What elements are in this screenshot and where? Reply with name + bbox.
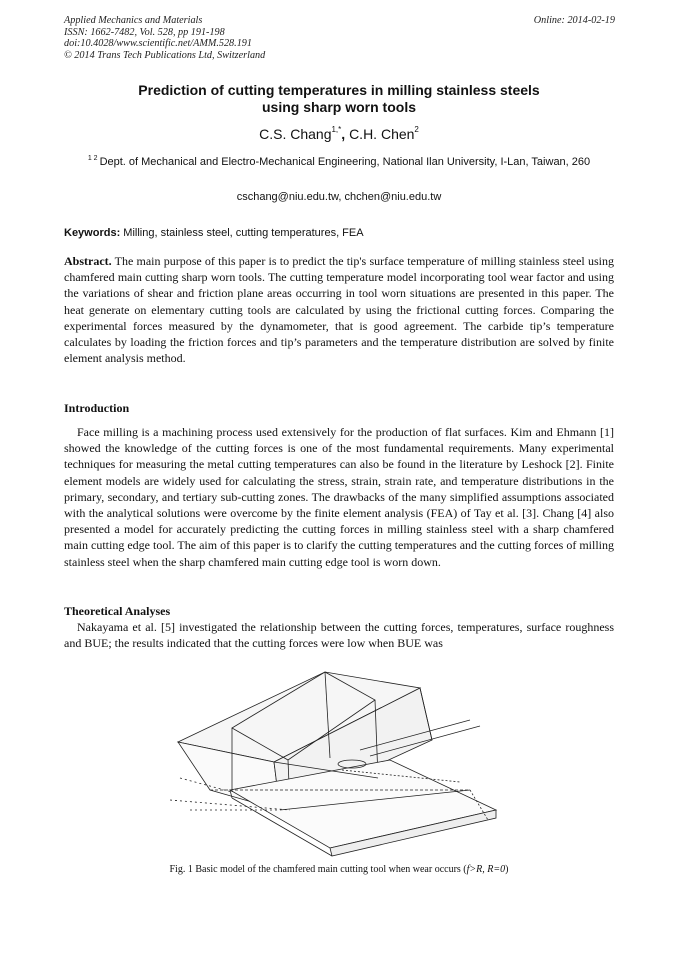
introduction-heading: Introduction bbox=[64, 401, 130, 415]
journal-header bbox=[64, 15, 265, 61]
figure-1 bbox=[170, 660, 500, 860]
online-date: Online: 2014-02-19 bbox=[533, 15, 615, 26]
author-emails[interactable]: cschang@niu.edu.tw, chchen@niu.edu.tw bbox=[236, 191, 442, 203]
issn: ISSN: 1662-7482, Vol. 528, pp 191-198 bbox=[64, 26, 225, 38]
author-list bbox=[64, 121, 614, 143]
caption-end: ) bbox=[505, 864, 509, 875]
figure-1-caption bbox=[64, 864, 614, 876]
title-line-1: Prediction of cutting temperatures in milling stainless steels bbox=[138, 82, 540, 98]
caption-main: Fig. 1 Basic model of the chamfered main cutting tool when wear occurs ( bbox=[169, 864, 467, 875]
affiliation-text: Dept. of Mechanical and Electro-Mechanical Engineering, National Ilan University, I-Lan, Taiwan, 260 bbox=[99, 156, 591, 168]
affiliation-marker: 1 2 bbox=[87, 155, 98, 162]
abstract-text: The main purpose of this paper is to predict the tip's surface temperature of milling stainless steel using chamfered main cutting sharp worn tools. The cutting temperature model incorporating tool wear factor and using the variations of shear and friction plane areas occurring in tool worn situations are presented in this paper. The heat generate on elementary cutting tools are calculated by using the frictional cutting forces. Comparing the experimental forces measured by the dynamometer, that is good agreement. The carbide tip’s temperature calculates by loading the friction forces and tip’s parameters and the temperature distribution are solved by finite element analysis method. bbox=[64, 254, 614, 366]
paper-title bbox=[64, 82, 614, 116]
caption-italic: f>R, R=0 bbox=[466, 864, 506, 875]
keywords bbox=[64, 226, 614, 240]
author-1: C.S. Chang bbox=[259, 126, 332, 142]
theoretical-heading: Theoretical Analyses bbox=[64, 604, 171, 618]
keywords-text: Milling, stainless steel, cutting temperatures, FEA bbox=[120, 227, 364, 239]
journal-name: Applied Mechanics and Materials bbox=[64, 15, 203, 26]
doi[interactable]: doi:10.4028/www.scientific.net/AMM.528.191 bbox=[64, 38, 252, 50]
affiliation bbox=[64, 152, 614, 170]
abstract-label: Abstract. bbox=[64, 254, 112, 268]
title-line-2: using sharp worn tools bbox=[261, 99, 416, 115]
copyright: © 2014 Trans Tech Publications Ltd, Switzerland bbox=[64, 49, 266, 61]
keywords-label: Keywords: bbox=[64, 227, 121, 239]
theoretical-paragraph: Nakayama et al. [5] investigated the relationship between the cutting forces, temperatures, surface roughness and BUE; the results indicated that the cutting forces were low when BUE was bbox=[64, 620, 614, 651]
tool-wear-diagram bbox=[170, 660, 500, 860]
author-1-marker: 1,* bbox=[331, 125, 342, 134]
author-2-marker: 2 bbox=[414, 125, 419, 134]
author-separator: , bbox=[341, 126, 350, 142]
introduction-paragraph: Face milling is a machining process used extensively for the production of flat surfaces. Kim and Ehmann [1] showed the knowledge of the cutting forces is one of the most fundamental requirements. Many experimental techniques for measuring the metal cutting temperatures can also be found in the literature by Leshock [2]. Finite element models are widely used for calculating the stress, strain, strain rate, and temperature distributions in the primary, secondary, and tertiary sub-cutting zones. The drawbacks of the many simplified assumptions associated with the analytical solutions were overcome by the finite element analysis (FEA) of Tay et al. [3]. Chang [4] also presented a model for accurately predicting the cutting forces in milling stainless steel with a sharp chamfered main cutting edge tool. The aim of this paper is to clarify the cutting temperatures and the cutting forces of milling stainless steel when the sharp chamfered main cutting edge tool is worn down. bbox=[64, 425, 614, 569]
author-2: C.H. Chen bbox=[349, 126, 415, 142]
abstract bbox=[64, 253, 614, 366]
